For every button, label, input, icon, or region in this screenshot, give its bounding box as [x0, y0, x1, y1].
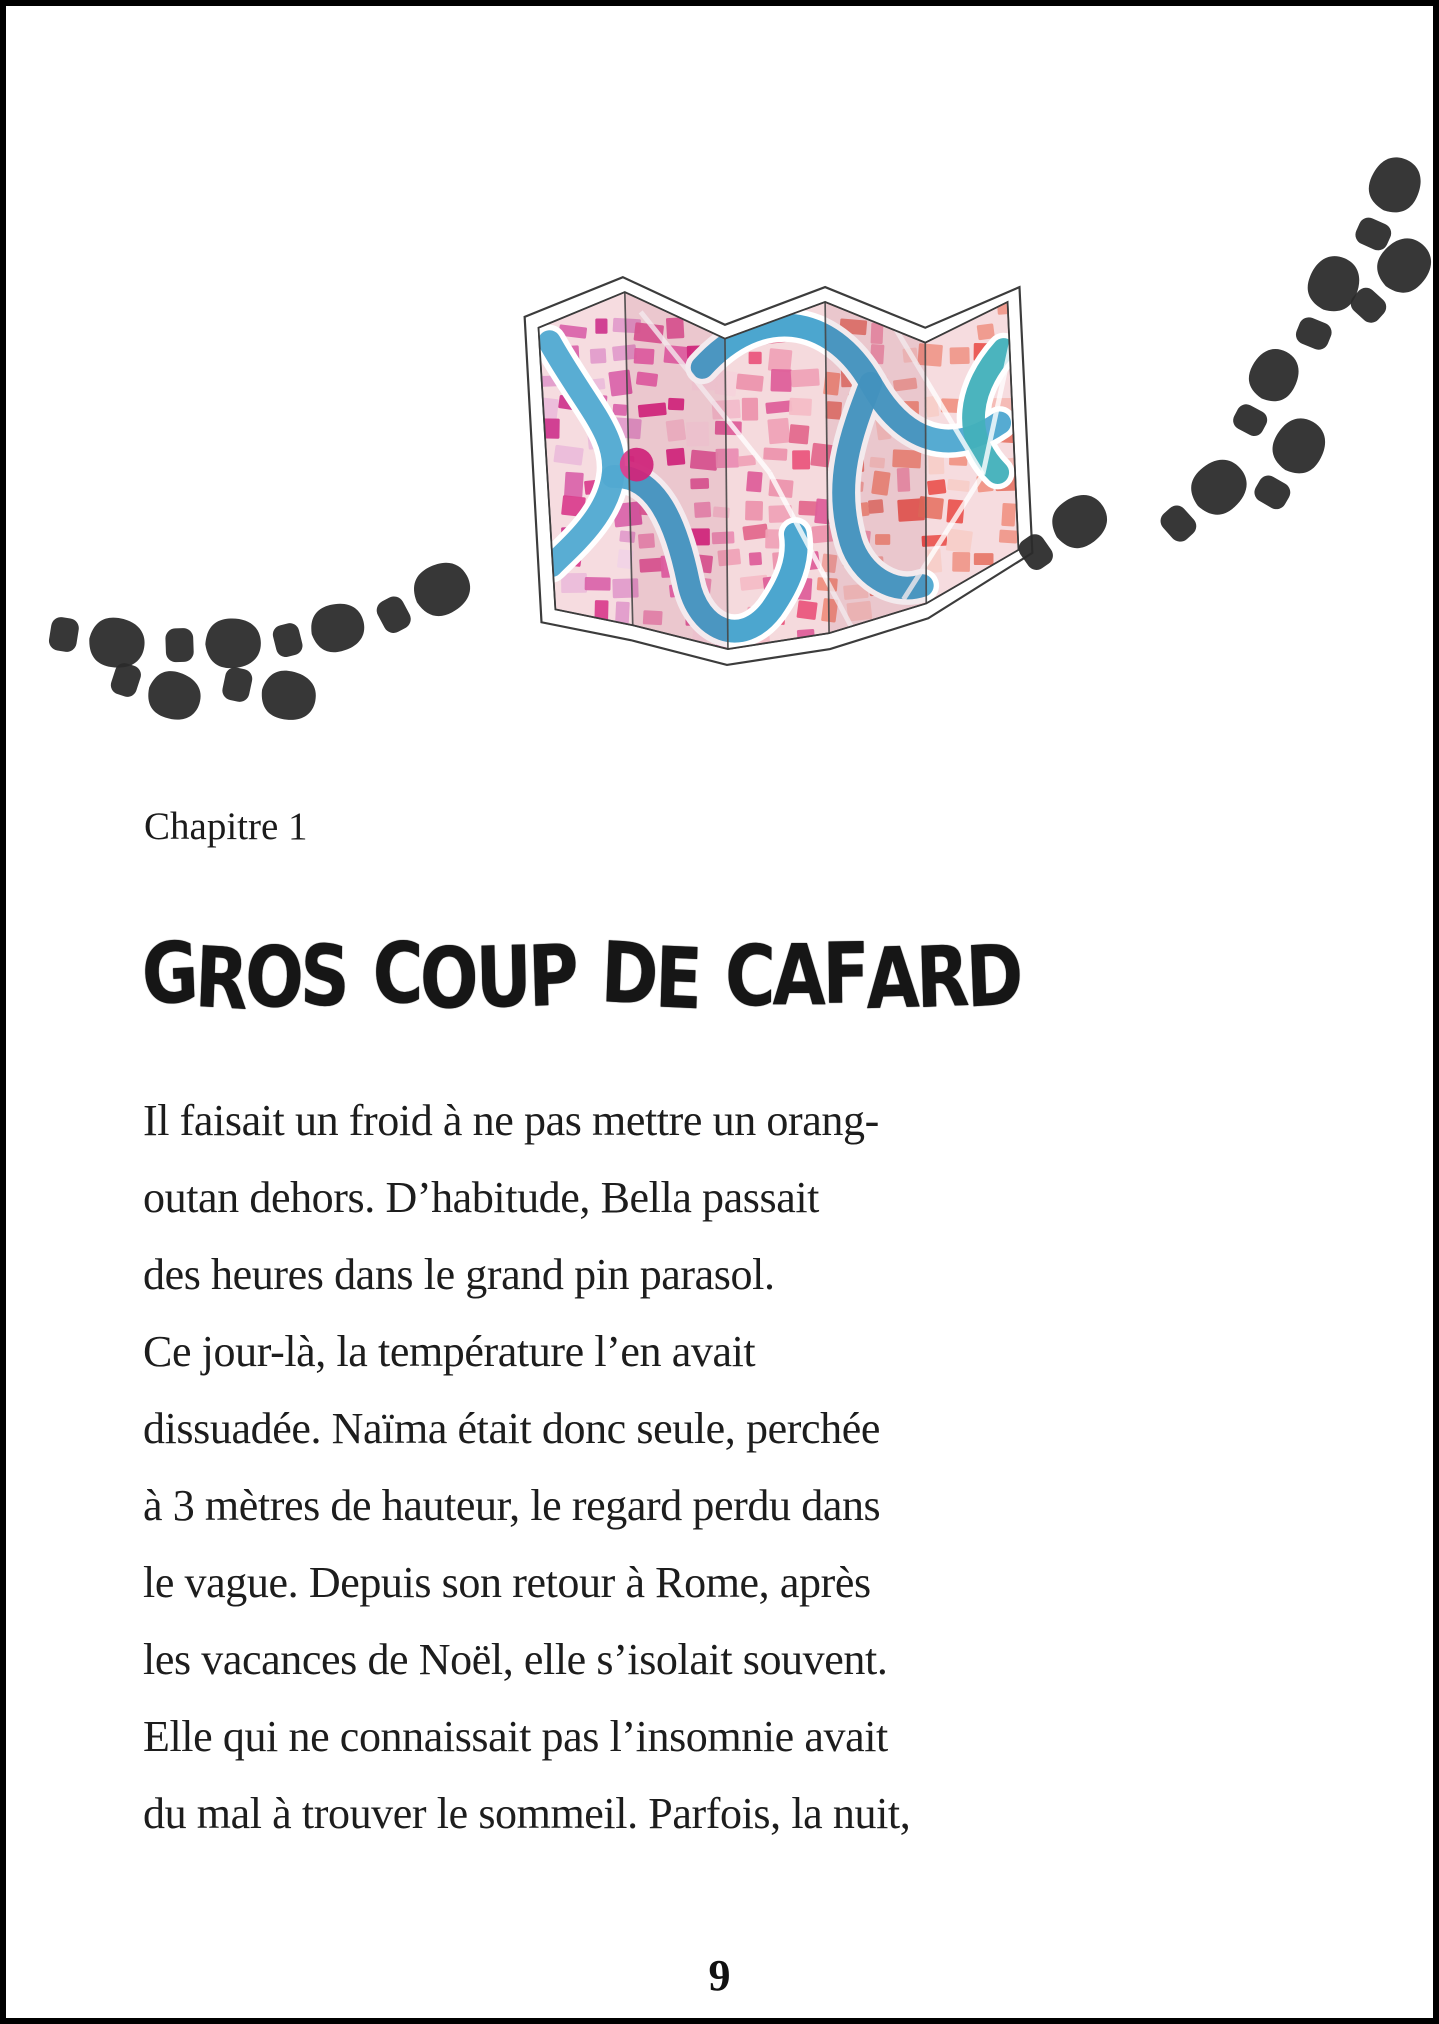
chapter-title-letter: A [865, 928, 918, 1029]
chapter-title-letter: S [299, 926, 348, 1026]
body-line: les vacances de Noël, elle s’isolait souvent. [143, 1635, 888, 1684]
body-line: Ce jour-là, la température l’en avait [143, 1327, 756, 1376]
footprint [1244, 410, 1335, 517]
footprint [1151, 449, 1257, 552]
footprint [165, 618, 262, 671]
chapter-title-letter: R [193, 927, 247, 1029]
footprint [106, 654, 207, 727]
body-line: des heures dans le grand pin parasol. [143, 1250, 775, 1299]
chapter-title-letter [346, 933, 373, 1017]
body-line: à 3 mètres de hauteur, le regard perdu dans [143, 1481, 881, 1530]
chapter-title-letter: F [822, 924, 867, 1023]
body-line: du mal à trouver le sommeil. Parfois, la nuit, [143, 1789, 911, 1838]
footprint [1345, 150, 1429, 257]
footprint [269, 598, 369, 666]
footprint [1286, 249, 1368, 356]
chapter-title-letter: D [599, 923, 658, 1025]
chapter-title-letter: C [372, 924, 421, 1023]
body-text [143, 1082, 1123, 1852]
page-number: 9 [708, 1951, 731, 2000]
footprint [1341, 228, 1433, 332]
chapter-title-letter: D [964, 925, 1022, 1027]
chapter-title-letter: C [724, 926, 774, 1026]
chapter-title-letter [574, 932, 603, 1017]
body-line: Il faisait un froid à ne pas mettre un orang- [143, 1096, 879, 1145]
chapter-title-letter: E [653, 928, 701, 1029]
footprints-trail-right [1010, 150, 1433, 581]
footprints-trail-left [46, 553, 479, 726]
chapter-title-letter: O [419, 928, 476, 1028]
chapter-title [139, 923, 1022, 1029]
chapter-title-letter: U [474, 927, 530, 1027]
folded-map [525, 277, 1033, 665]
footprint [219, 658, 320, 725]
footprint [1010, 485, 1116, 580]
chapter-title-letter: O [243, 926, 302, 1028]
chapter-title-letter: P [526, 925, 577, 1027]
body-line: outan dehors. D’habitude, Bella passait [143, 1173, 820, 1222]
footprint [369, 553, 478, 643]
body-line: le vague. Depuis son retour à Rome, après [143, 1558, 871, 1607]
chapter-title-letter [698, 935, 726, 1020]
footprint [46, 608, 148, 672]
body-line: Elle qui ne connaissait pas l’insomnie avait [143, 1712, 888, 1761]
chapter-label: Chapitre 1 [144, 805, 308, 848]
body-line: dissuadée. Naïma était donc seule, perchée [143, 1404, 880, 1453]
footprint [1223, 341, 1307, 443]
chapter-title-letter: R [914, 927, 968, 1028]
chapter-title-letter: G [139, 923, 198, 1025]
chapter-title-letter: A [772, 925, 823, 1024]
